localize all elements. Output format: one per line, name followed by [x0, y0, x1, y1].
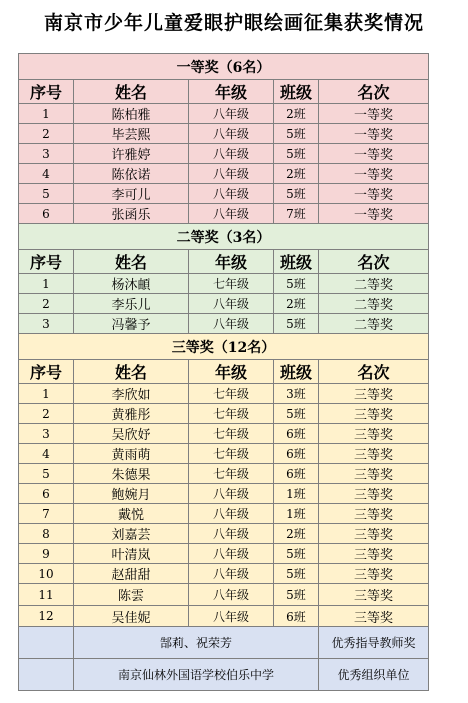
cell-grade: 八年级	[189, 544, 274, 564]
awards-table	[18, 53, 429, 691]
table-row	[19, 164, 429, 184]
cell-name: 李可儿	[74, 184, 189, 204]
cell-class: 5班	[274, 274, 319, 294]
table-row	[19, 404, 429, 424]
cell-grade: 七年级	[189, 424, 274, 444]
cell-seq: 2	[19, 124, 74, 144]
table-row	[19, 184, 429, 204]
cell-rank: 三等奖	[319, 584, 429, 606]
column-header-name: 姓名	[74, 80, 189, 104]
cell-name: 吴佳妮	[74, 606, 189, 627]
cell-grade: 七年级	[189, 404, 274, 424]
table-row	[19, 204, 429, 224]
cell-name: 张函乐	[74, 204, 189, 224]
column-header-class: 班级	[274, 80, 319, 104]
cell-class: 2班	[274, 294, 319, 314]
cell-class: 5班	[274, 564, 319, 584]
cell-grade: 八年级	[189, 164, 274, 184]
footer-award: 优秀指导教师奖	[319, 627, 429, 659]
cell-name: 李欣如	[74, 384, 189, 404]
cell-class: 5班	[274, 124, 319, 144]
cell-name: 叶清岚	[74, 544, 189, 564]
footer-award: 优秀组织单位	[319, 659, 429, 691]
cell-rank: 一等奖	[319, 204, 429, 224]
cell-class: 5班	[274, 584, 319, 606]
cell-name: 赵甜甜	[74, 564, 189, 584]
cell-grade: 七年级	[189, 384, 274, 404]
section-title: 三等奖（12名）	[19, 334, 429, 360]
cell-class: 7班	[274, 204, 319, 224]
cell-class: 5班	[274, 404, 319, 424]
footer-row	[19, 659, 429, 691]
cell-name: 冯馨予	[74, 314, 189, 334]
cell-name: 毕芸熙	[74, 124, 189, 144]
cell-rank: 三等奖	[319, 464, 429, 484]
cell-class: 2班	[274, 524, 319, 544]
cell-rank: 三等奖	[319, 424, 429, 444]
cell-class: 2班	[274, 104, 319, 124]
cell-name: 刘嘉芸	[74, 524, 189, 544]
cell-seq: 3	[19, 314, 74, 334]
cell-grade: 七年级	[189, 444, 274, 464]
column-header-grade: 年级	[189, 360, 274, 384]
cell-class: 3班	[274, 384, 319, 404]
footer-blank-cell	[19, 659, 74, 691]
cell-seq: 11	[19, 584, 74, 606]
cell-name: 陈依诺	[74, 164, 189, 184]
cell-grade: 八年级	[189, 314, 274, 334]
section-title: 二等奖（3名）	[19, 224, 429, 250]
cell-rank: 一等奖	[319, 124, 429, 144]
cell-seq: 3	[19, 424, 74, 444]
cell-seq: 1	[19, 274, 74, 294]
column-header-grade: 年级	[189, 80, 274, 104]
cell-grade: 七年级	[189, 274, 274, 294]
column-header-row	[19, 80, 429, 104]
column-header-rank: 名次	[319, 360, 429, 384]
cell-grade: 八年级	[189, 584, 274, 606]
cell-name: 鲍婉月	[74, 484, 189, 504]
table-row	[19, 384, 429, 404]
cell-class: 1班	[274, 504, 319, 524]
cell-grade: 八年级	[189, 564, 274, 584]
column-header-class: 班级	[274, 360, 319, 384]
cell-seq: 8	[19, 524, 74, 544]
cell-rank: 三等奖	[319, 404, 429, 424]
cell-seq: 10	[19, 564, 74, 584]
table-row	[19, 464, 429, 484]
cell-rank: 三等奖	[319, 444, 429, 464]
cell-grade: 八年级	[189, 504, 274, 524]
footer-blank-cell	[19, 627, 74, 659]
table-row	[19, 584, 429, 606]
cell-name: 许雅婷	[74, 144, 189, 164]
cell-seq: 4	[19, 164, 74, 184]
cell-rank: 二等奖	[319, 314, 429, 334]
cell-grade: 八年级	[189, 144, 274, 164]
column-header-seq: 序号	[19, 360, 74, 384]
cell-rank: 三等奖	[319, 484, 429, 504]
table-row	[19, 124, 429, 144]
table-row	[19, 484, 429, 504]
cell-rank: 三等奖	[319, 384, 429, 404]
cell-name: 杨沐頔	[74, 274, 189, 294]
cell-name: 黄雨萌	[74, 444, 189, 464]
cell-class: 5班	[274, 144, 319, 164]
cell-grade: 八年级	[189, 294, 274, 314]
cell-seq: 9	[19, 544, 74, 564]
table-row	[19, 564, 429, 584]
cell-seq: 5	[19, 464, 74, 484]
cell-seq: 2	[19, 294, 74, 314]
table-row	[19, 444, 429, 464]
cell-class: 6班	[274, 444, 319, 464]
table-row	[19, 104, 429, 124]
section-title-row	[19, 334, 429, 360]
cell-rank: 一等奖	[319, 184, 429, 204]
column-header-row	[19, 360, 429, 384]
cell-name: 李乐儿	[74, 294, 189, 314]
cell-grade: 八年级	[189, 184, 274, 204]
cell-class: 5班	[274, 544, 319, 564]
section-title-row	[19, 224, 429, 250]
table-row	[19, 524, 429, 544]
cell-grade: 八年级	[189, 524, 274, 544]
cell-grade: 八年级	[189, 124, 274, 144]
cell-seq: 1	[19, 104, 74, 124]
table-row	[19, 294, 429, 314]
column-header-seq: 序号	[19, 250, 74, 274]
cell-seq: 4	[19, 444, 74, 464]
cell-rank: 二等奖	[319, 274, 429, 294]
cell-seq: 7	[19, 504, 74, 524]
cell-rank: 三等奖	[319, 524, 429, 544]
table-row	[19, 544, 429, 564]
cell-grade: 八年级	[189, 606, 274, 627]
table-row	[19, 314, 429, 334]
column-header-class: 班级	[274, 250, 319, 274]
cell-class: 1班	[274, 484, 319, 504]
cell-rank: 三等奖	[319, 504, 429, 524]
cell-seq: 6	[19, 484, 74, 504]
cell-class: 5班	[274, 184, 319, 204]
page-title: 南京市少年儿童爱眼护眼绘画征集获奖情况	[43, 12, 424, 34]
cell-class: 5班	[274, 314, 319, 334]
cell-name: 陈雲	[74, 584, 189, 606]
table-row	[19, 424, 429, 444]
cell-seq: 5	[19, 184, 74, 204]
column-header-grade: 年级	[189, 250, 274, 274]
cell-name: 陈柏雅	[74, 104, 189, 124]
footer-recipient: 南京仙林外国语学校伯乐中学	[74, 659, 319, 691]
section-title-row	[19, 54, 429, 80]
cell-class: 6班	[274, 464, 319, 484]
footer-recipient: 郜莉、祝荣芳	[74, 627, 319, 659]
column-header-seq: 序号	[19, 80, 74, 104]
column-header-rank: 名次	[319, 80, 429, 104]
cell-seq: 6	[19, 204, 74, 224]
cell-seq: 12	[19, 606, 74, 627]
column-header-name: 姓名	[74, 250, 189, 274]
column-header-row	[19, 250, 429, 274]
cell-grade: 七年级	[189, 464, 274, 484]
section-title: 一等奖（6名）	[19, 54, 429, 80]
cell-seq: 2	[19, 404, 74, 424]
column-header-name: 姓名	[74, 360, 189, 384]
table-row	[19, 606, 429, 627]
cell-seq: 1	[19, 384, 74, 404]
table-row	[19, 504, 429, 524]
cell-name: 黄雅彤	[74, 404, 189, 424]
footer-row	[19, 627, 429, 659]
cell-rank: 三等奖	[319, 564, 429, 584]
cell-name: 吴欣妤	[74, 424, 189, 444]
cell-name: 戴悦	[74, 504, 189, 524]
cell-class: 6班	[274, 606, 319, 627]
cell-rank: 三等奖	[319, 544, 429, 564]
cell-rank: 一等奖	[319, 164, 429, 184]
cell-rank: 一等奖	[319, 144, 429, 164]
table-row	[19, 144, 429, 164]
cell-class: 2班	[274, 164, 319, 184]
cell-rank: 一等奖	[319, 104, 429, 124]
cell-class: 6班	[274, 424, 319, 444]
cell-rank: 三等奖	[319, 606, 429, 627]
cell-rank: 二等奖	[319, 294, 429, 314]
table-row	[19, 274, 429, 294]
cell-seq: 3	[19, 144, 74, 164]
column-header-rank: 名次	[319, 250, 429, 274]
cell-grade: 八年级	[189, 484, 274, 504]
cell-grade: 八年级	[189, 104, 274, 124]
cell-name: 朱德果	[74, 464, 189, 484]
cell-grade: 八年级	[189, 204, 274, 224]
